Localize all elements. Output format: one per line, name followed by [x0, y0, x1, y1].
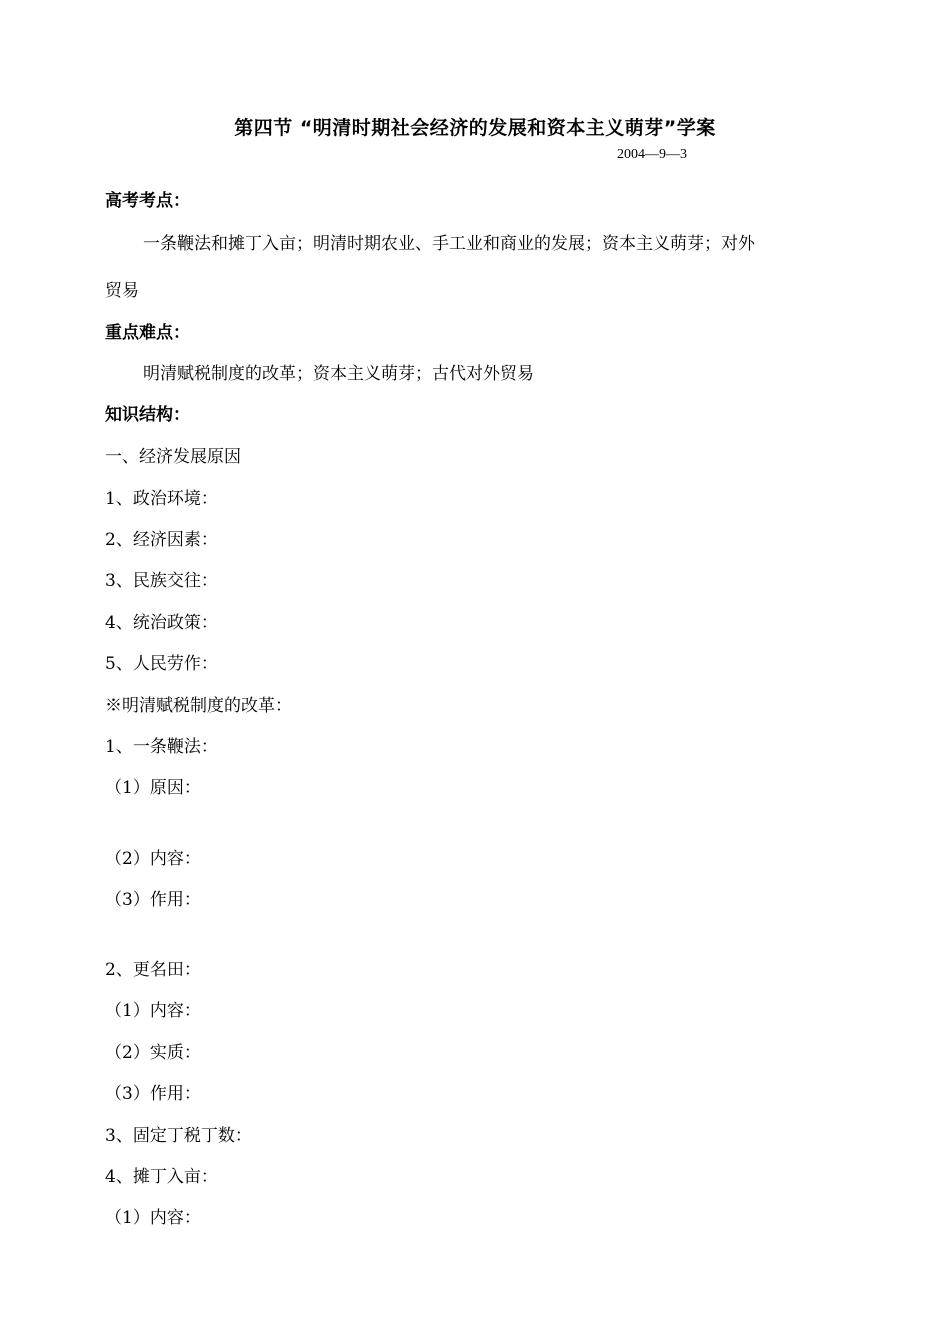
knowledge-line: （1）内容： [105, 1208, 201, 1228]
exam-points-heading: 高考考点： [105, 191, 190, 211]
knowledge-heading: 知识结构： [105, 405, 190, 425]
knowledge-line: （1）原因： [105, 778, 201, 798]
page-title: 第四节 “明清时期社会经济的发展和资本主义萌芽”学案 [234, 117, 716, 139]
key-points-text: 明清赋税制度的改革；资本主义萌芽；古代对外贸易 [143, 364, 534, 384]
knowledge-line: （1）内容： [105, 1001, 201, 1021]
knowledge-line: 1、政治环境： [105, 489, 218, 509]
knowledge-line: 3、民族交往： [105, 571, 218, 591]
exam-points-text-line1: 一条鞭法和摊丁入亩；明清时期农业、手工业和商业的发展；资本主义萌芽；对外 [143, 234, 755, 254]
knowledge-line: 2、经济因素： [105, 530, 218, 550]
key-points-heading: 重点难点： [105, 323, 190, 343]
knowledge-line: （3）作用： [105, 890, 201, 910]
knowledge-line: 4、统治政策： [105, 613, 218, 633]
exam-points-text-line2: 贸易 [105, 281, 139, 301]
knowledge-line: 3、固定丁税丁数： [105, 1126, 252, 1146]
knowledge-line: （2）实质： [105, 1043, 201, 1063]
knowledge-line: （3）作用： [105, 1084, 201, 1104]
knowledge-line: 4、摊丁入亩： [105, 1167, 218, 1187]
knowledge-line: 5、人民劳作： [105, 654, 218, 674]
knowledge-line: （2）内容： [105, 849, 201, 869]
document-date: 2004—9—3 [617, 147, 687, 162]
knowledge-line: 一、经济发展原因 [105, 447, 241, 467]
knowledge-line: ※明清赋税制度的改革： [105, 696, 292, 716]
knowledge-line: 2、更名田： [105, 960, 201, 980]
knowledge-line: 1、一条鞭法： [105, 737, 218, 757]
